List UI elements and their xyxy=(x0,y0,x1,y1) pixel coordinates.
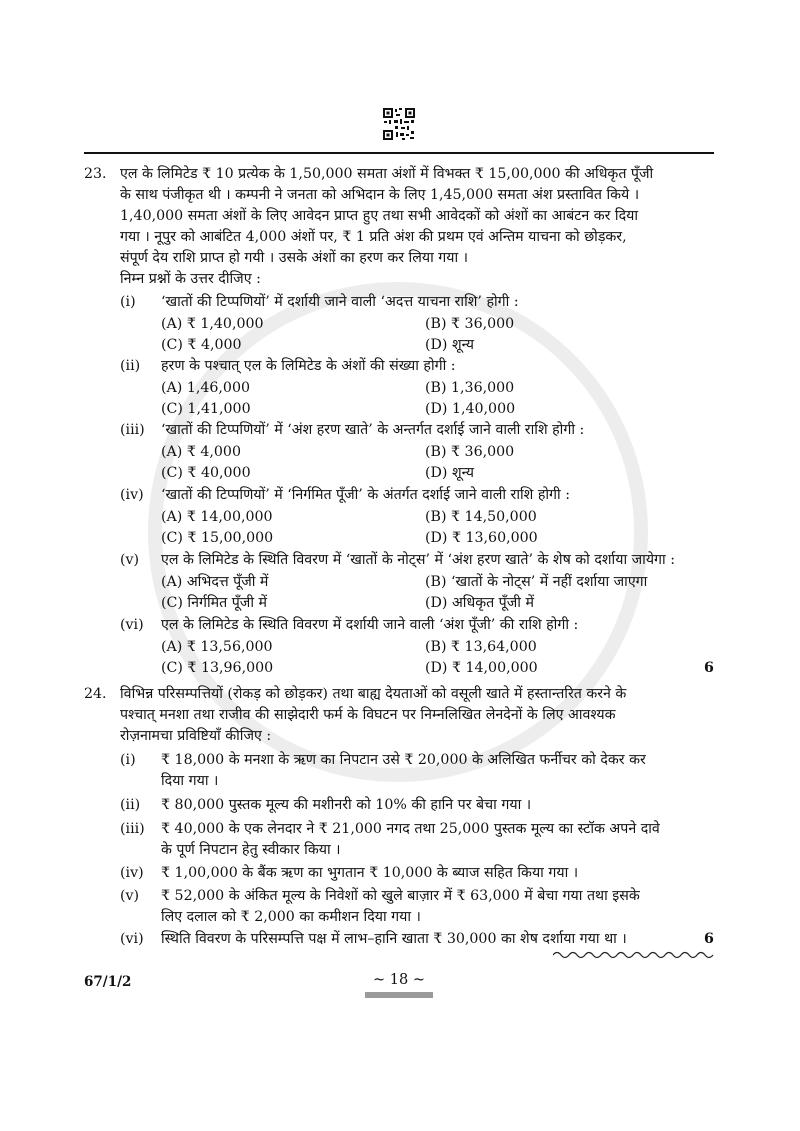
sub-question-text: ₹ 18,000 के मनशा के ऋण का निपटान उसे ₹ 20,000 के अलिखित फर्नीचर को देकर कर xyxy=(161,752,646,768)
paper-code: 67/1/2 xyxy=(84,974,132,990)
option-c: (C) ₹ 40,000 xyxy=(161,465,251,481)
option-a: (A) 1,46,000 xyxy=(161,380,251,396)
option-b: (B) ‘खातों के नोट्स’ में नहीं दर्शाया जाएगा xyxy=(425,574,648,590)
option-c: (C) ₹ 13,96,000 xyxy=(161,660,274,676)
option-a: (A) अभिदत्त पूँजी में xyxy=(161,574,269,590)
option-a: (A) ₹ 1,40,000 xyxy=(161,316,264,332)
sub-question-text: ₹ 40,000 के एक लेनदार ने ₹ 21,000 नगद तथा 25,000 पुस्तक मूल्य का स्टॉक अपने दावे xyxy=(161,821,660,837)
option-b: (B) ₹ 13,64,000 xyxy=(425,639,537,655)
option-d: (D) शून्य xyxy=(425,465,475,481)
sub-question-text: स्थिति विवरण के परिसम्पत्ति पक्ष में लाभ–हानि खाता ₹ 30,000 का शेष दर्शाया गया था । xyxy=(161,931,627,947)
question-text-line: संपूर्ण देय राशि प्राप्त हो गयी । उसके अंशों का हरण कर लिया गया । xyxy=(120,250,469,266)
sub-question-text: ₹ 1,00,000 के बैंक ऋण का भुगतान ₹ 10,000 के ब्याज सहित किया गया । xyxy=(161,865,579,881)
option-c: (C) निर्गमित पूँजी में xyxy=(161,595,267,611)
option-d: (D) शून्य xyxy=(425,337,475,353)
sub-question-number: (iii) xyxy=(120,821,145,837)
sub-question-text: हरण के पश्चात् एल के लिमिटेड के अंशों की संख्या होगी : xyxy=(161,358,456,374)
top-divider xyxy=(84,152,714,154)
question-text-line: एल के लिमिटेड ₹ 10 प्रत्येक के 1,50,000 समता अंशों में विभक्त ₹ 15,00,000 की अधिकृत पूँजी xyxy=(120,166,654,182)
sub-question-text: ‘खातों की टिप्पणियों’ में ‘निर्गमित पूँजी’ के अंतर्गत दर्शाई जाने वाली राशि होगी : xyxy=(161,487,570,503)
sub-question-number: (i) xyxy=(120,294,136,310)
sub-question-text: ‘खातों की टिप्पणियों’ में दर्शायी जाने वाली ‘अदत्त याचना राशि’ होगी : xyxy=(161,294,519,310)
option-d: (D) ₹ 14,00,000 xyxy=(425,660,538,676)
option-d: (D) 1,40,000 xyxy=(425,401,516,417)
sub-question-text: ₹ 80,000 पुस्तक मूल्य की मशीनरी को 10% की हानि पर बेचा गया । xyxy=(161,797,532,813)
option-a: (A) ₹ 13,56,000 xyxy=(161,639,273,655)
sub-question-number: (i) xyxy=(120,752,136,768)
option-d: (D) अधिकृत पूँजी में xyxy=(425,595,534,611)
sub-question-number: (iv) xyxy=(120,487,144,503)
option-b: (B) ₹ 36,000 xyxy=(425,444,515,460)
sub-question-number: (v) xyxy=(120,888,140,904)
sub-question-text: ₹ 52,000 के अंकित मूल्य के निवेशों को खुले बाज़ार में ₹ 63,000 में बेचा गया तथा इसके xyxy=(161,888,640,904)
qr-code-icon xyxy=(382,107,416,141)
page-number-underline xyxy=(365,992,433,998)
option-d: (D) ₹ 13,60,000 xyxy=(425,530,538,546)
question-text-line: पश्चात् मनशा तथा राजीव की साझेदारी फर्म के विघटन पर निम्नलिखित लेनदेनों के लिए आवश्यक xyxy=(120,707,616,723)
option-b: (B) ₹ 14,50,000 xyxy=(425,509,537,525)
sub-question-number: (vi) xyxy=(120,617,144,633)
sub-question-number: (ii) xyxy=(120,797,141,813)
question-text-line: विभिन्न परिसम्पत्तियों (रोकड़ को छोड़कर) तथा बाह्य देयताओं को वसूली खाते में हस्तान्तरित करने के xyxy=(120,686,627,702)
question-number: 23. xyxy=(84,166,107,182)
option-c: (C) ₹ 15,00,000 xyxy=(161,530,274,546)
option-b: (B) 1,36,000 xyxy=(425,380,515,396)
question-text-line: रोज़नामचा प्रविष्टियाँ कीजिए : xyxy=(120,728,272,744)
option-b: (B) ₹ 36,000 xyxy=(425,316,515,332)
question-instruction: निम्न प्रश्नों के उत्तर दीजिए : xyxy=(120,271,261,287)
sub-question-text: के पूर्ण निपटान हेतु स्वीकार किया । xyxy=(161,842,341,858)
sub-question-text: एल के लिमिटेड के स्थिति विवरण में दर्शायी जाने वाली ‘अंश पूँजी’ की राशि होगी : xyxy=(161,617,579,633)
question-number: 24. xyxy=(84,686,107,702)
sub-question-number: (iv) xyxy=(120,865,144,881)
marks: 6 xyxy=(704,660,714,676)
option-a: (A) ₹ 4,000 xyxy=(161,444,241,460)
sub-question-number: (v) xyxy=(120,552,140,568)
question-text-line: गया । नूपुर को आबंटित 4,000 अंशों पर, ₹ 1 प्रति अंश की प्रथम एवं अन्तिम याचना को छोड़कर, xyxy=(120,229,627,245)
sub-question-text: लिए दलाल को ₹ 2,000 का कमीशन दिया गया । xyxy=(161,909,421,925)
sub-question-text: दिया गया । xyxy=(161,773,219,789)
marks: 6 xyxy=(704,931,714,947)
sub-question-number: (ii) xyxy=(120,358,141,374)
option-a: (A) ₹ 14,00,000 xyxy=(161,509,273,525)
wavy-line-decoration xyxy=(553,950,717,960)
option-c: (C) ₹ 4,000 xyxy=(161,337,242,353)
option-c: (C) 1,41,000 xyxy=(161,401,251,417)
question-text-line: के साथ पंजीकृत थी । कम्पनी ने जनता को अभिदान के लिए 1,45,000 समता अंश प्रस्तावित किये । xyxy=(120,187,640,203)
sub-question-number: (iii) xyxy=(120,422,145,438)
page-number: ~ 18 ~ xyxy=(373,972,425,988)
sub-question-text: एल के लिमिटेड के स्थिति विवरण में ‘खातों के नोट्स’ में ‘अंश हरण खाते’ के शेष को दर्शाया जायेगा : xyxy=(161,552,676,568)
question-text-line: 1,40,000 समता अंशों के लिए आवेदन प्राप्त हुए तथा सभी आवेदकों को अंशों का आबंटन कर दिया xyxy=(120,208,639,224)
sub-question-text: ‘खातों की टिप्पणियों’ में ‘अंश हरण खाते’ के अन्तर्गत दर्शाई जाने वाली राशि होगी : xyxy=(161,422,585,438)
sub-question-number: (vi) xyxy=(120,931,144,947)
